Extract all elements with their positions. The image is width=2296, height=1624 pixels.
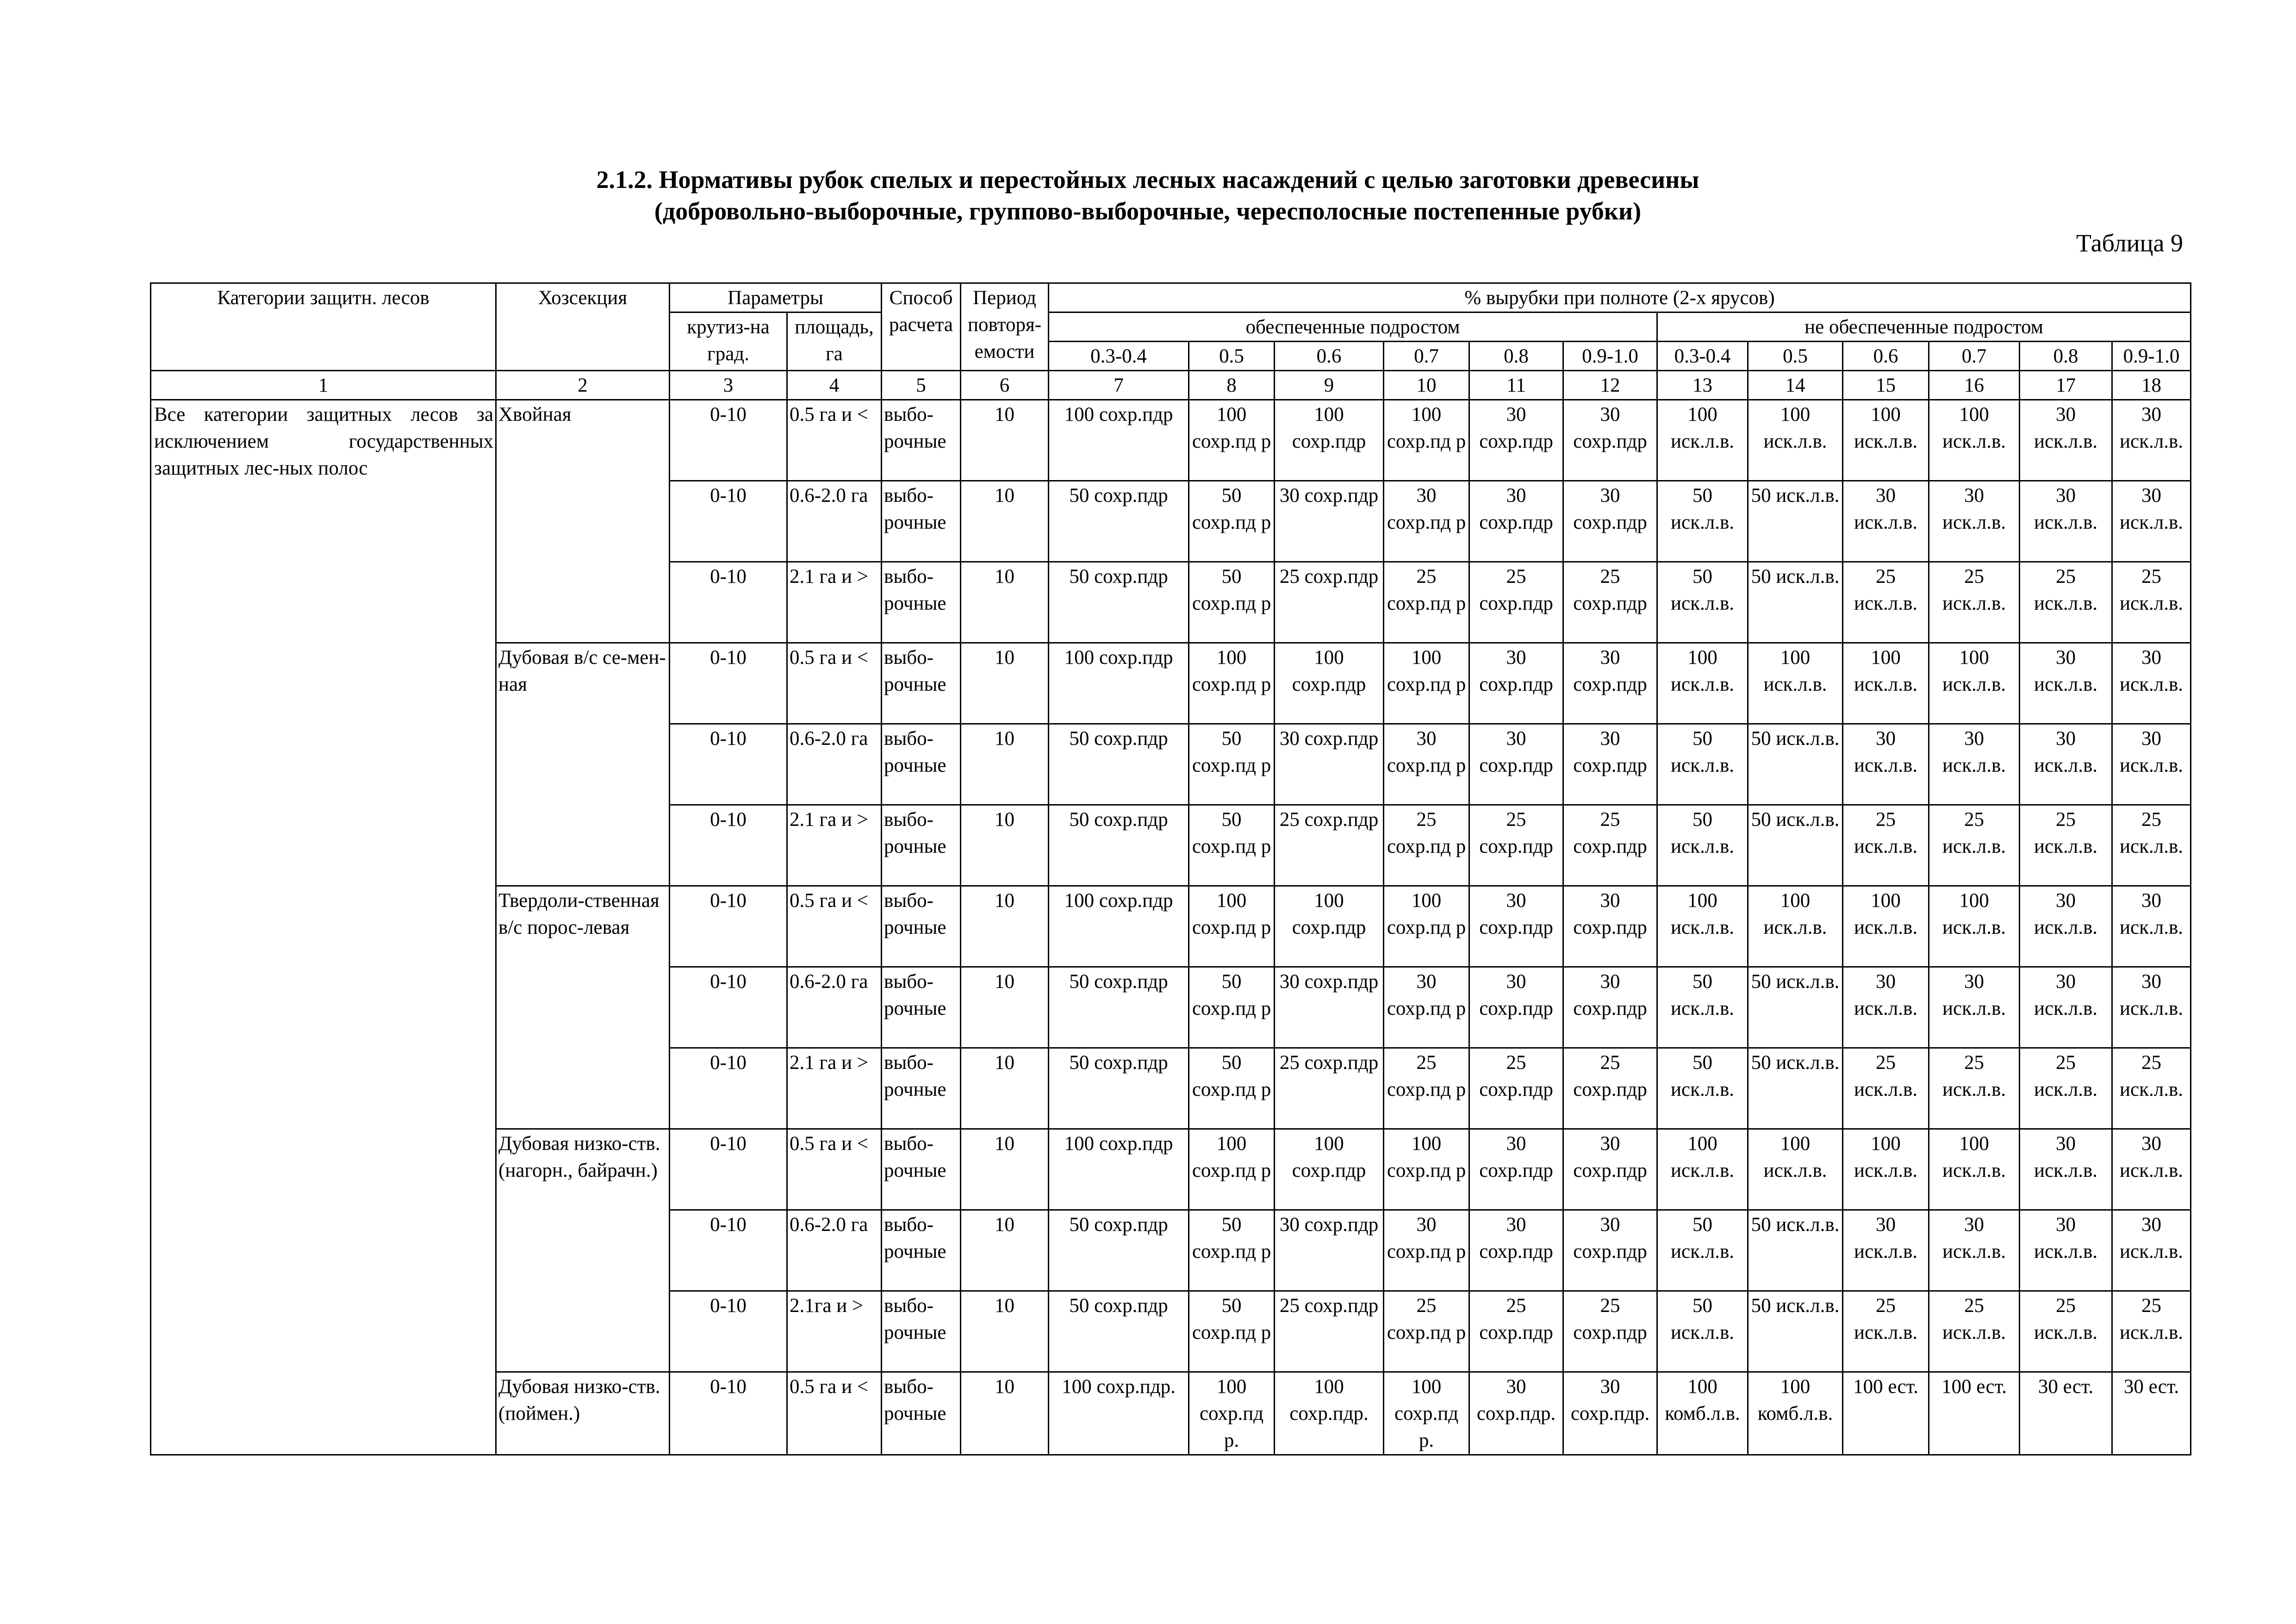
value-cell: 30 сохр.пдр bbox=[1469, 967, 1563, 1048]
value-cell: 30 иск.л.в. bbox=[1843, 481, 1929, 562]
period-cell: 10 bbox=[961, 967, 1049, 1048]
value-cell: 25 сохр.пдр bbox=[1275, 1048, 1384, 1129]
value-cell: 100 ест. bbox=[1929, 1372, 2020, 1455]
value-cell: 50 сохр.пдр bbox=[1049, 967, 1189, 1048]
value-cell: 100 сохр.пдр. bbox=[1049, 1372, 1189, 1455]
value-cell: 100 иск.л.в. bbox=[1748, 886, 1843, 967]
value-cell: 30 сохр.пдр bbox=[1563, 400, 1657, 481]
value-cell: 100 иск.л.в. bbox=[1748, 1129, 1843, 1210]
value-cell: 100 иск.л.в. bbox=[1657, 400, 1748, 481]
value-cell: 100 сохр.пд р bbox=[1189, 643, 1275, 724]
area-cell: 0.5 га и < bbox=[787, 1372, 882, 1455]
value-cell: 50 сохр.пд р bbox=[1189, 724, 1275, 805]
period-cell: 10 bbox=[961, 643, 1049, 724]
value-cell: 25 иск.л.в. bbox=[2020, 1048, 2112, 1129]
value-cell: 25 сохр.пдр bbox=[1275, 805, 1384, 886]
value-cell: 30 сохр.пд р bbox=[1384, 724, 1469, 805]
value-cell: 50 сохр.пдр bbox=[1049, 481, 1189, 562]
value-cell: 30 иск.л.в. bbox=[2112, 967, 2191, 1048]
density-header: 0.9-1.0 bbox=[2112, 342, 2191, 371]
section-cell: Хвойная bbox=[496, 400, 670, 643]
density-header: 0.5 bbox=[1189, 342, 1275, 371]
method-cell: выбо-рочные bbox=[882, 1372, 961, 1455]
value-cell: 100 ест. bbox=[1843, 1372, 1929, 1455]
value-cell: 100 сохр.пдр bbox=[1049, 643, 1189, 724]
value-cell: 50 сохр.пдр bbox=[1049, 1291, 1189, 1372]
value-cell: 25 иск.л.в. bbox=[1929, 1291, 2020, 1372]
column-number: 9 bbox=[1275, 371, 1384, 400]
value-cell: 30 сохр.пдр bbox=[1469, 1210, 1563, 1291]
column-number: 7 bbox=[1049, 371, 1189, 400]
column-number: 17 bbox=[2020, 371, 2112, 400]
value-cell: 25 сохр.пдр bbox=[1469, 1291, 1563, 1372]
value-cell: 30 сохр.пдр. bbox=[1469, 1372, 1563, 1455]
value-cell: 100 сохр.пд р bbox=[1384, 643, 1469, 724]
value-cell: 50 сохр.пд р bbox=[1189, 1210, 1275, 1291]
value-cell: 50 иск.л.в. bbox=[1748, 967, 1843, 1048]
steepness-cell: 0-10 bbox=[670, 1129, 787, 1210]
method-cell: выбо-рочные bbox=[882, 886, 961, 967]
method-cell: выбо-рочные bbox=[882, 1291, 961, 1372]
value-cell: 30 сохр.пдр bbox=[1563, 643, 1657, 724]
value-cell: 30 сохр.пдр bbox=[1469, 724, 1563, 805]
value-cell: 100 сохр.пдр bbox=[1275, 1129, 1384, 1210]
value-cell: 100 комб.л.в. bbox=[1748, 1372, 1843, 1455]
value-cell: 30 сохр.пдр bbox=[1275, 481, 1384, 562]
steepness-cell: 0-10 bbox=[670, 886, 787, 967]
steepness-cell: 0-10 bbox=[670, 1372, 787, 1455]
value-cell: 100 сохр.пдр bbox=[1049, 1129, 1189, 1210]
value-cell: 30 иск.л.в. bbox=[1843, 724, 1929, 805]
period-cell: 10 bbox=[961, 481, 1049, 562]
value-cell: 50 иск.л.в. bbox=[1748, 724, 1843, 805]
table-label: Таблица 9 bbox=[2076, 229, 2183, 257]
value-cell: 30 сохр.пдр bbox=[1563, 724, 1657, 805]
area-cell: 2.1 га и > bbox=[787, 1048, 882, 1129]
method-cell: выбо-рочные bbox=[882, 805, 961, 886]
value-cell: 100 сохр.пдр bbox=[1049, 886, 1189, 967]
steepness-cell: 0-10 bbox=[670, 1048, 787, 1129]
value-cell: 50 иск.л.в. bbox=[1657, 562, 1748, 643]
value-cell: 25 сохр.пдр bbox=[1563, 1291, 1657, 1372]
header-cut-percent: % вырубки при полноте (2-х ярусов) bbox=[1049, 283, 2191, 312]
value-cell: 30 сохр.пдр bbox=[1469, 1129, 1563, 1210]
header-section: Хозсекция bbox=[496, 283, 670, 371]
value-cell: 50 иск.л.в. bbox=[1748, 562, 1843, 643]
value-cell: 100 иск.л.в. bbox=[1657, 886, 1748, 967]
period-cell: 10 bbox=[961, 1291, 1049, 1372]
value-cell: 50 иск.л.в. bbox=[1657, 1291, 1748, 1372]
value-cell: 25 иск.л.в. bbox=[1929, 562, 2020, 643]
section-cell: Дубовая низко-ств. (нагорн., байрачн.) bbox=[496, 1129, 670, 1372]
density-header: 0.3-0.4 bbox=[1049, 342, 1189, 371]
value-cell: 50 сохр.пд р bbox=[1189, 562, 1275, 643]
method-cell: выбо-рочные bbox=[882, 562, 961, 643]
value-cell: 100 сохр.пдр bbox=[1275, 400, 1384, 481]
value-cell: 30 иск.л.в. bbox=[2020, 967, 2112, 1048]
density-header: 0.7 bbox=[1929, 342, 2020, 371]
value-cell: 100 иск.л.в. bbox=[1657, 643, 1748, 724]
value-cell: 25 сохр.пдр bbox=[1563, 1048, 1657, 1129]
column-number: 8 bbox=[1189, 371, 1275, 400]
value-cell: 50 иск.л.в. bbox=[1657, 1048, 1748, 1129]
column-number: 15 bbox=[1843, 371, 1929, 400]
area-cell: 0.6-2.0 га bbox=[787, 1210, 882, 1291]
section-cell: Твердоли-ственная в/с порос-левая bbox=[496, 886, 670, 1129]
value-cell: 30 иск.л.в. bbox=[2112, 400, 2191, 481]
value-cell: 50 иск.л.в. bbox=[1748, 1210, 1843, 1291]
area-cell: 0.5 га и < bbox=[787, 400, 882, 481]
value-cell: 50 иск.л.в. bbox=[1748, 1048, 1843, 1129]
value-cell: 25 сохр.пд р bbox=[1384, 805, 1469, 886]
value-cell: 25 иск.л.в. bbox=[1843, 1291, 1929, 1372]
value-cell: 100 сохр.пд р bbox=[1189, 1129, 1275, 1210]
value-cell: 25 иск.л.в. bbox=[2020, 562, 2112, 643]
column-number: 18 bbox=[2112, 371, 2191, 400]
value-cell: 50 сохр.пд р bbox=[1189, 1291, 1275, 1372]
method-cell: выбо-рочные bbox=[882, 1210, 961, 1291]
value-cell: 30 сохр.пдр bbox=[1563, 1129, 1657, 1210]
value-cell: 25 сохр.пд р bbox=[1384, 1048, 1469, 1129]
value-cell: 100 иск.л.в. bbox=[1843, 1129, 1929, 1210]
header-without-undergrowth: не обеспеченные подростом bbox=[1657, 312, 2191, 342]
value-cell: 30 сохр.пдр bbox=[1275, 967, 1384, 1048]
header-method: Способ расчета bbox=[882, 283, 961, 371]
steepness-cell: 0-10 bbox=[670, 400, 787, 481]
value-cell: 25 сохр.пд р bbox=[1384, 1291, 1469, 1372]
value-cell: 30 иск.л.в. bbox=[1929, 724, 2020, 805]
value-cell: 50 сохр.пдр bbox=[1049, 1048, 1189, 1129]
value-cell: 100 иск.л.в. bbox=[1843, 886, 1929, 967]
value-cell: 30 иск.л.в. bbox=[2112, 886, 2191, 967]
value-cell: 25 сохр.пдр bbox=[1275, 1291, 1384, 1372]
period-cell: 10 bbox=[961, 1129, 1049, 1210]
column-number: 14 bbox=[1748, 371, 1843, 400]
density-header: 0.5 bbox=[1748, 342, 1843, 371]
value-cell: 30 иск.л.в. bbox=[1843, 967, 1929, 1048]
value-cell: 25 иск.л.в. bbox=[2020, 1291, 2112, 1372]
header-area: площадь, га bbox=[787, 312, 882, 371]
table-body bbox=[151, 283, 2191, 1455]
value-cell: 30 сохр.пдр. bbox=[1563, 1372, 1657, 1455]
value-cell: 30 сохр.пдр bbox=[1563, 481, 1657, 562]
method-cell: выбо-рочные bbox=[882, 724, 961, 805]
value-cell: 25 иск.л.в. bbox=[2020, 805, 2112, 886]
value-cell: 25 иск.л.в. bbox=[2112, 805, 2191, 886]
value-cell: 100 иск.л.в. bbox=[1929, 886, 2020, 967]
period-cell: 10 bbox=[961, 724, 1049, 805]
value-cell: 25 иск.л.в. bbox=[1843, 1048, 1929, 1129]
period-cell: 10 bbox=[961, 1372, 1049, 1455]
period-cell: 10 bbox=[961, 805, 1049, 886]
value-cell: 50 сохр.пд р bbox=[1189, 805, 1275, 886]
value-cell: 30 сохр.пдр bbox=[1563, 967, 1657, 1048]
category-cell: Все категории защитных лесов за исключением государственных защитных лес-ных полос bbox=[151, 400, 496, 1455]
value-cell: 30 сохр.пдр bbox=[1275, 724, 1384, 805]
value-cell: 100 сохр.пд р. bbox=[1384, 1372, 1469, 1455]
value-cell: 100 иск.л.в. bbox=[1843, 400, 1929, 481]
area-cell: 0.6-2.0 га bbox=[787, 967, 882, 1048]
value-cell: 30 иск.л.в. bbox=[2020, 643, 2112, 724]
value-cell: 30 иск.л.в. bbox=[2112, 643, 2191, 724]
value-cell: 50 сохр.пдр bbox=[1049, 562, 1189, 643]
area-cell: 2.1га и > bbox=[787, 1291, 882, 1372]
value-cell: 30 сохр.пдр bbox=[1563, 1210, 1657, 1291]
value-cell: 30 иск.л.в. bbox=[2020, 886, 2112, 967]
steepness-cell: 0-10 bbox=[670, 1210, 787, 1291]
density-header: 0.6 bbox=[1843, 342, 1929, 371]
value-cell: 50 иск.л.в. bbox=[1657, 805, 1748, 886]
steepness-cell: 0-10 bbox=[670, 481, 787, 562]
value-cell: 30 иск.л.в. bbox=[1929, 967, 2020, 1048]
header-row-1 bbox=[151, 283, 2191, 312]
area-cell: 0.5 га и < bbox=[787, 886, 882, 967]
value-cell: 50 иск.л.в. bbox=[1748, 805, 1843, 886]
header-period: Период повторя-емости bbox=[961, 283, 1049, 371]
value-cell: 30 иск.л.в. bbox=[1929, 481, 2020, 562]
method-cell: выбо-рочные bbox=[882, 1129, 961, 1210]
value-cell: 25 сохр.пдр bbox=[1563, 562, 1657, 643]
value-cell: 25 сохр.пдр bbox=[1469, 1048, 1563, 1129]
period-cell: 10 bbox=[961, 886, 1049, 967]
value-cell: 30 иск.л.в. bbox=[1843, 1210, 1929, 1291]
period-cell: 10 bbox=[961, 562, 1049, 643]
period-cell: 10 bbox=[961, 1048, 1049, 1129]
column-number: 1 bbox=[151, 371, 496, 400]
method-cell: выбо-рочные bbox=[882, 643, 961, 724]
method-cell: выбо-рочные bbox=[882, 481, 961, 562]
value-cell: 50 иск.л.в. bbox=[1748, 481, 1843, 562]
density-header: 0.6 bbox=[1275, 342, 1384, 371]
steepness-cell: 0-10 bbox=[670, 643, 787, 724]
table-row bbox=[151, 400, 2191, 481]
density-header: 0.8 bbox=[1469, 342, 1563, 371]
value-cell: 50 иск.л.в. bbox=[1657, 1210, 1748, 1291]
method-cell: выбо-рочные bbox=[882, 1048, 961, 1129]
value-cell: 50 сохр.пд р bbox=[1189, 967, 1275, 1048]
area-cell: 2.1 га и > bbox=[787, 805, 882, 886]
value-cell: 30 иск.л.в. bbox=[2020, 1210, 2112, 1291]
value-cell: 30 сохр.пдр bbox=[1469, 481, 1563, 562]
value-cell: 25 иск.л.в. bbox=[1929, 1048, 2020, 1129]
area-cell: 0.6-2.0 га bbox=[787, 481, 882, 562]
value-cell: 30 сохр.пдр bbox=[1469, 886, 1563, 967]
value-cell: 100 иск.л.в. bbox=[1929, 1129, 2020, 1210]
density-header: 0.9-1.0 bbox=[1563, 342, 1657, 371]
column-number: 6 bbox=[961, 371, 1049, 400]
value-cell: 25 иск.л.в. bbox=[2112, 1048, 2191, 1129]
value-cell: 50 сохр.пдр bbox=[1049, 805, 1189, 886]
value-cell: 30 ест. bbox=[2020, 1372, 2112, 1455]
density-header: 0.3-0.4 bbox=[1657, 342, 1748, 371]
value-cell: 100 комб.л.в. bbox=[1657, 1372, 1748, 1455]
value-cell: 50 иск.л.в. bbox=[1657, 724, 1748, 805]
steepness-cell: 0-10 bbox=[670, 724, 787, 805]
steepness-cell: 0-10 bbox=[670, 562, 787, 643]
column-number: 10 bbox=[1384, 371, 1469, 400]
value-cell: 50 иск.л.в. bbox=[1657, 481, 1748, 562]
value-cell: 25 сохр.пдр bbox=[1469, 562, 1563, 643]
header-category: Категории защитн. лесов bbox=[151, 283, 496, 371]
value-cell: 100 сохр.пдр bbox=[1275, 643, 1384, 724]
value-cell: 30 ест. bbox=[2112, 1372, 2191, 1455]
value-cell: 30 иск.л.в. bbox=[1929, 1210, 2020, 1291]
value-cell: 100 сохр.пд р bbox=[1189, 400, 1275, 481]
value-cell: 25 иск.л.в. bbox=[1929, 805, 2020, 886]
header-steepness: крутиз-на град. bbox=[670, 312, 787, 371]
norms-table bbox=[150, 282, 2191, 1455]
value-cell: 100 сохр.пд р bbox=[1189, 886, 1275, 967]
value-cell: 30 сохр.пдр bbox=[1563, 886, 1657, 967]
value-cell: 100 сохр.пдр. bbox=[1275, 1372, 1384, 1455]
density-header: 0.8 bbox=[2020, 342, 2112, 371]
value-cell: 25 сохр.пдр bbox=[1275, 562, 1384, 643]
value-cell: 30 сохр.пд р bbox=[1384, 1210, 1469, 1291]
page-title: 2.1.2. Нормативы рубок спелых и перестойных лесных насаждений с целью заготовки древесины bbox=[596, 166, 1699, 194]
header-with-undergrowth: обеспеченные подростом bbox=[1049, 312, 1657, 342]
value-cell: 100 сохр.пдр bbox=[1049, 400, 1189, 481]
value-cell: 50 сохр.пдр bbox=[1049, 724, 1189, 805]
column-number: 13 bbox=[1657, 371, 1748, 400]
value-cell: 100 иск.л.в. bbox=[1748, 643, 1843, 724]
value-cell: 30 иск.л.в. bbox=[2112, 1129, 2191, 1210]
value-cell: 30 сохр.пдр bbox=[1469, 400, 1563, 481]
value-cell: 30 иск.л.в. bbox=[2020, 724, 2112, 805]
value-cell: 25 сохр.пдр bbox=[1563, 805, 1657, 886]
column-number: 12 bbox=[1563, 371, 1657, 400]
column-number: 11 bbox=[1469, 371, 1563, 400]
header-numbers-row bbox=[151, 371, 2191, 400]
method-cell: выбо-рочные bbox=[882, 967, 961, 1048]
value-cell: 25 сохр.пд р bbox=[1384, 562, 1469, 643]
value-cell: 25 сохр.пдр bbox=[1469, 805, 1563, 886]
value-cell: 100 сохр.пд р bbox=[1384, 886, 1469, 967]
value-cell: 100 иск.л.в. bbox=[1929, 400, 2020, 481]
period-cell: 10 bbox=[961, 400, 1049, 481]
section-cell: Дубовая низко-ств. (поймен.) bbox=[496, 1372, 670, 1455]
value-cell: 100 сохр.пд р. bbox=[1189, 1372, 1275, 1455]
column-number: 4 bbox=[787, 371, 882, 400]
value-cell: 30 иск.л.в. bbox=[2112, 724, 2191, 805]
steepness-cell: 0-10 bbox=[670, 1291, 787, 1372]
method-cell: выбо-рочные bbox=[882, 400, 961, 481]
area-cell: 0.5 га и < bbox=[787, 1129, 882, 1210]
value-cell: 30 сохр.пд р bbox=[1384, 967, 1469, 1048]
column-number: 5 bbox=[882, 371, 961, 400]
value-cell: 30 сохр.пдр bbox=[1275, 1210, 1384, 1291]
value-cell: 30 иск.л.в. bbox=[2112, 1210, 2191, 1291]
value-cell: 50 иск.л.в. bbox=[1657, 967, 1748, 1048]
value-cell: 30 сохр.пдр bbox=[1469, 643, 1563, 724]
value-cell: 100 сохр.пдр bbox=[1275, 886, 1384, 967]
value-cell: 100 иск.л.в. bbox=[1657, 1129, 1748, 1210]
steepness-cell: 0-10 bbox=[670, 805, 787, 886]
value-cell: 30 иск.л.в. bbox=[2020, 1129, 2112, 1210]
value-cell: 100 сохр.пд р bbox=[1384, 1129, 1469, 1210]
value-cell: 50 иск.л.в. bbox=[1748, 1291, 1843, 1372]
value-cell: 50 сохр.пд р bbox=[1189, 1048, 1275, 1129]
area-cell: 0.5 га и < bbox=[787, 643, 882, 724]
period-cell: 10 bbox=[961, 1210, 1049, 1291]
value-cell: 30 иск.л.в. bbox=[2112, 481, 2191, 562]
value-cell: 25 иск.л.в. bbox=[2112, 562, 2191, 643]
column-number: 3 bbox=[670, 371, 787, 400]
value-cell: 100 сохр.пд р bbox=[1384, 400, 1469, 481]
value-cell: 50 сохр.пд р bbox=[1189, 481, 1275, 562]
page-subtitle: (добровольно-выборочные, группово-выборочные, чересполосные постепенные рубки) bbox=[654, 197, 1642, 225]
value-cell: 30 иск.л.в. bbox=[2020, 481, 2112, 562]
value-cell: 100 иск.л.в. bbox=[1843, 643, 1929, 724]
column-number: 2 bbox=[496, 371, 670, 400]
column-number: 16 bbox=[1929, 371, 2020, 400]
area-cell: 2.1 га и > bbox=[787, 562, 882, 643]
area-cell: 0.6-2.0 га bbox=[787, 724, 882, 805]
value-cell: 50 сохр.пдр bbox=[1049, 1210, 1189, 1291]
value-cell: 25 иск.л.в. bbox=[1843, 562, 1929, 643]
header-params: Параметры bbox=[670, 283, 882, 312]
value-cell: 100 иск.л.в. bbox=[1929, 643, 2020, 724]
steepness-cell: 0-10 bbox=[670, 967, 787, 1048]
density-header: 0.7 bbox=[1384, 342, 1469, 371]
section-cell: Дубовая в/с се-мен-ная bbox=[496, 643, 670, 886]
value-cell: 30 иск.л.в. bbox=[2020, 400, 2112, 481]
value-cell: 100 иск.л.в. bbox=[1748, 400, 1843, 481]
value-cell: 25 иск.л.в. bbox=[1843, 805, 1929, 886]
value-cell: 25 иск.л.в. bbox=[2112, 1291, 2191, 1372]
value-cell: 30 сохр.пд р bbox=[1384, 481, 1469, 562]
